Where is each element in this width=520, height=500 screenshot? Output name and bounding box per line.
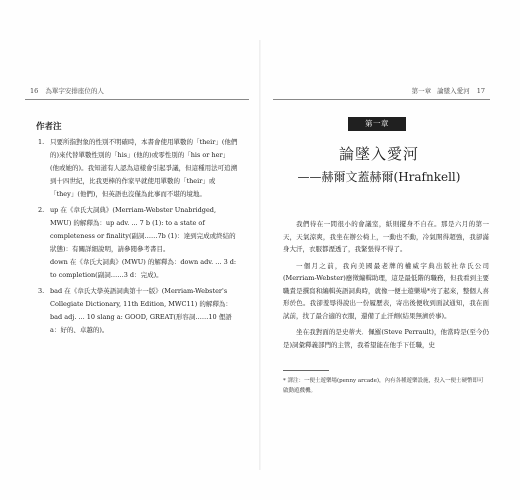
note-text: bad 在《韋氏大學英語詞典第十一版》(Merriam-Webster's Collegiate Dictionary, 11th Edition, MWC11) 的解釋為：bad adj. ... 10 slang a: GOOD, GREAT(形容詞……10 俚語 a：好的、卓越的)。 — [50, 287, 232, 334]
right-page-number: 17 — [476, 87, 485, 95]
left-running-head — [25, 86, 104, 95]
note-item — [38, 285, 238, 337]
note-number: 2. — [38, 206, 45, 214]
notes-list — [38, 136, 238, 337]
chapter-subtitle: ——赫爾文蓋赫爾(Hrafnkell) — [297, 170, 461, 184]
left-page — [0, 0, 259, 500]
note-text: down 在《韋氏大詞典》(MWU) 的解釋為：down adv. ... 3 d: to completion(副詞……3 d：完成)。 — [50, 258, 237, 279]
right-running-title: 論墜入愛河 — [437, 87, 470, 95]
body-paragraph: 坐在我對面的是史蒂夫．佩羅(Steve Perrault)，他當時是(至今仍是)詞彙釋義部門的主管，我希望能在他手下任職，史 — [283, 328, 489, 349]
body-paragraph: 一個月之前，我向美國最老牌的權威字典出版社韋氏公司(Merriam-Webster)應徵編輯助理，這是最低階的職務，但我看到主要職責是撰寫和編輯英語詞典時，就像一便士遊樂場*亮了起來，整個人喜形於色。我卻羞辱得說出一份履歷表，寄出後便收到面試通知，我在面試前，找了最合適的衣服，還備了止汗劑(結果無濟於事)。 — [283, 261, 489, 320]
chapter-body — [283, 218, 489, 355]
note-item — [38, 136, 238, 201]
right-page — [261, 0, 520, 500]
note-number: 3. — [38, 287, 45, 295]
note-text: up 在《韋氏大詞典》(Merriam-Webster Unabridged, MWU) 的解釋為：up adv. ... 7 b (1): to a state of completeness or finality(副詞……7b (1)：達到完成或終結的狀態)：有關詳細說明，請參閱參考書目。 — [50, 206, 236, 253]
note-text: 只要所指對象的性別不明確時，本書會使用單數的「their」(他們的)來代替單數性別的「his」(他的)或零性別的「his or her」(他或她的)。我知道有人認為這樣會引起爭議，但這種用法可追溯到十四世紀，比我更棒的作家早就使用單數的「their」或「they」(他們)，但英語也沒僅為此事而不堪的境地。 — [50, 138, 238, 198]
left-header-rule — [25, 99, 249, 100]
right-chapter-label: 第一章 — [411, 87, 432, 95]
notes-title: 作者注 — [36, 122, 62, 132]
chapter-title: 論墜入愛河 — [338, 145, 419, 163]
footnote-rule — [283, 370, 329, 371]
chapter-label-badge: 第一章 — [348, 117, 406, 131]
left-page-number: 16 — [30, 87, 39, 95]
left-running-title: 為單字安排座位的人 — [45, 87, 104, 95]
right-running-head — [412, 86, 490, 95]
body-paragraph: 我們待在一間很小的會議室，紙則擺身不自在。那是六月的第一天，天氣涼爽，我坐在辦公椅上，一動也不動，冷氣開得超強，我卻滿身大汗，衣服都溼透了，我緊張得不得了。 — [283, 220, 489, 253]
right-header-rule — [273, 99, 490, 100]
note-item — [38, 204, 238, 282]
note-number: 1. — [38, 138, 45, 146]
footnote: * 譯注：一便士遊樂場(penny arcade)，內有各種遊樂設施，投入一便士硬幣即可啟動遊戲機。 — [283, 378, 484, 394]
